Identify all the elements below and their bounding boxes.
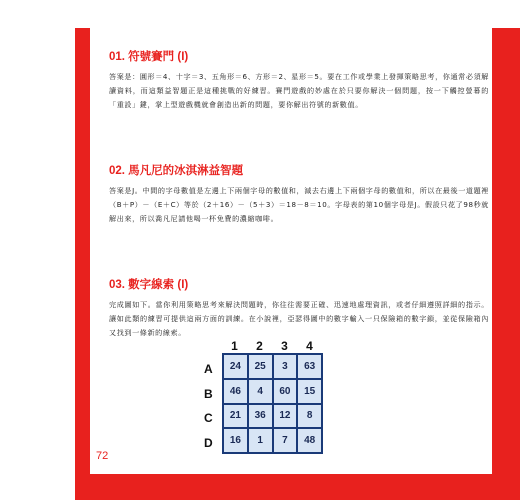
section-title: 03. 數字線索 (I) bbox=[109, 279, 189, 291]
page-number: 72 bbox=[96, 450, 109, 462]
grid-cell: 4 bbox=[249, 380, 272, 403]
column-label: 1 bbox=[231, 339, 238, 353]
grid-cell: 3 bbox=[274, 355, 297, 378]
section-symbol-simon bbox=[109, 50, 489, 112]
grid-cell: 7 bbox=[274, 429, 297, 452]
grid-cell: 36 bbox=[249, 405, 272, 428]
section-title: 01. 符號賽門 (I) bbox=[109, 51, 189, 63]
section-ice-cream-puzzle bbox=[109, 164, 489, 226]
number-grid bbox=[222, 353, 323, 454]
section-body: 答案是：圓形＝4、十字＝3、五角形＝6、方形＝2、星形＝5。要在工作或學業上發揮策略思考，你通常必須解讀資料，而這類益智題正是這種挑戰的好練習。賽門遊戲的妙處在於只要你解決一個問題，按一下觸控螢幕的「重設」鍵，掌上型遊戲機就會創造出新的問題，要你解出符號的新數值。 bbox=[109, 72, 489, 109]
column-label: 4 bbox=[306, 339, 313, 353]
grid-body bbox=[204, 353, 323, 455]
grid-cell: 63 bbox=[298, 355, 321, 378]
grid-cell: 21 bbox=[224, 405, 247, 428]
grid-cell: 16 bbox=[224, 429, 247, 452]
section-number-clues bbox=[109, 278, 489, 340]
section-body: 答案是J。中間的字母數值是左邊上下兩個字母的數值和，減去右邊上下兩個字母的數值和，所以在最後一道題裡（B＋P）－（E＋C）等於（2＋16）－（5＋3）＝18－8＝10。字母表的第10個字母是J。假設只花了98秒就解出來，所以喬凡尼請他喝一杯免費的濃縮咖啡。 bbox=[109, 186, 489, 223]
number-grid-figure bbox=[204, 339, 323, 455]
grid-row-labels bbox=[204, 357, 222, 455]
grid-cell: 1 bbox=[249, 429, 272, 452]
grid-cell: 12 bbox=[274, 405, 297, 428]
row-label: A bbox=[204, 362, 213, 376]
row-label: C bbox=[204, 411, 213, 425]
grid-cell: 24 bbox=[224, 355, 247, 378]
row-label: B bbox=[204, 386, 213, 401]
column-label: 3 bbox=[281, 339, 288, 353]
grid-cell: 46 bbox=[224, 380, 247, 403]
grid-cell: 15 bbox=[298, 380, 321, 403]
grid-cell: 8 bbox=[298, 405, 321, 428]
grid-cell: 25 bbox=[249, 355, 272, 378]
grid-cell: 48 bbox=[298, 429, 321, 452]
grid-cell: 60 bbox=[274, 380, 297, 403]
row-label: D bbox=[204, 435, 213, 450]
section-body: 完成圖如下。當你利用策略思考來解決問題時，你往往需要正確、迅速地處理資訊，或者仔細遵照詳細的指示。讓如此類的練習可提供這兩方面的訓練。在小說裡，亞瑟得圖中的數字輸入一只保險箱的數字鎖，並從保險箱內又找到一條新的線索。 bbox=[109, 300, 489, 337]
section-title: 02. 馬凡尼的冰淇淋益智題 bbox=[109, 165, 244, 177]
grid-column-labels bbox=[222, 339, 323, 353]
column-label: 2 bbox=[256, 339, 263, 353]
